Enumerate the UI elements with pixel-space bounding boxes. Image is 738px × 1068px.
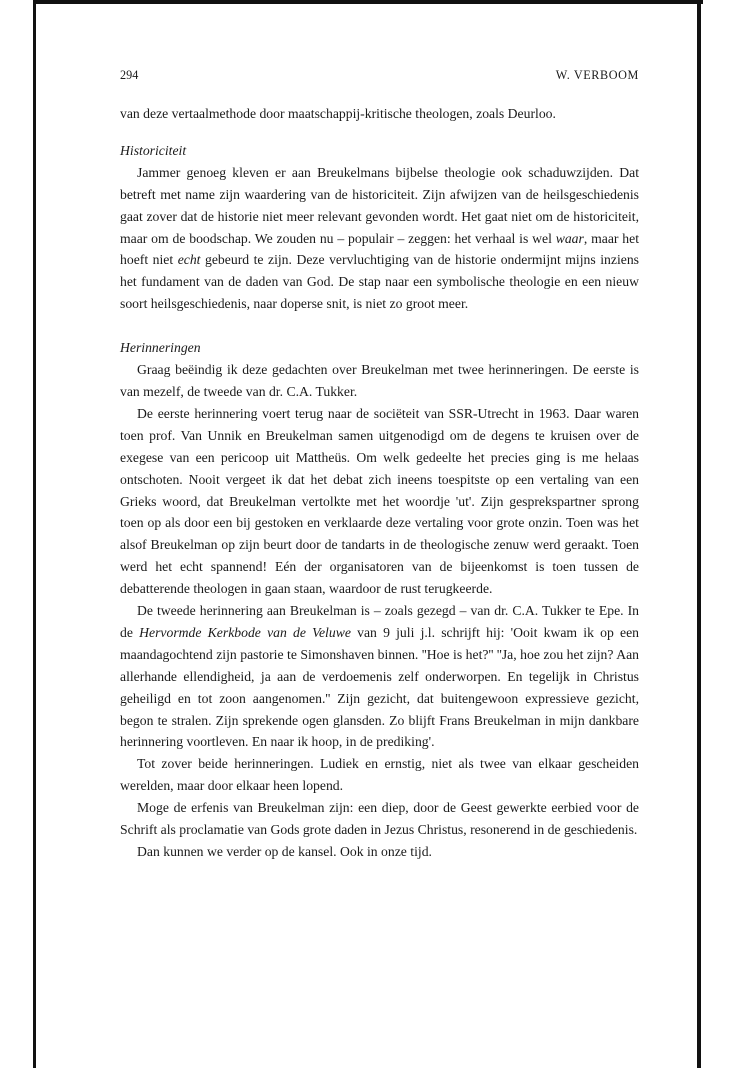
paragraph-conclusion: Tot zover beide herinneringen. Ludiek en ernstig, niet als twee van elkaar gescheiden werelden, maar door elkaar heen lopend. [120,756,639,794]
paragraph-closing: Dan kunnen we verder op de kansel. Ook in onze tijd. [137,844,432,859]
publication-title: Hervormde Kerkbode van de Veluwe [139,624,351,640]
paragraph-legacy: Moge de erfenis van Breukelman zijn: een diep, door de Geest gewerkte eerbied voor de Schrift als proclamatie van Gods grote daden in Jezus Christus, resonerend in de geschiedenis. [120,800,639,838]
emphasis-waar: waar [555,230,584,246]
paragraph-first-memory: De eerste herinnering voert terug naar de sociëteit van SSR-Utrecht in 1963. Daar waren toen prof. Van Unnik en Breukelman samen uitgenodigd om de degens te kruisen over de exegese van een pericoop uit Mattheüs. Om welk gedeelte het precies ging is me helaas ontschoten. Nooit vergeet ik dat het debat zich ineens toespitste op een vertaling van een Grieks woord, dat Breukelman vertolkte met het woordje 'ut'. Zijn gesprekspartner sprong toen op als door een bij gestoken en verklaarde deze vertaling voor grote onzin. Toen was het alsof Breukelman op zijn beurt door de tandarts in de theologische zenuw werd geraakt. Toen werd het echt spannend! Eén der organisatoren van de bijeenkomst is toen tussen de debatterende theologen in gaan staan, waardoor de rust terugkeerde. [120,405,639,597]
text-run: gebeurd te zijn. Deze vervluchtiging van de historie ondermijnt mijns inziens het fundament van de daden van God. De stap naar een symbolische theologie en een nieuw soort heilsgeschiedenis, naar doperse snit, is niet zo groot meer. [120,252,639,312]
section-heading-herinneringen: Herinneringen [120,340,201,356]
text-run: De tweede herinnering aan Breukelman is – zoals gezegd – van dr. C.A. Tukker te Epe. In de [120,603,639,640]
text-run: , maar het hoeft niet [120,230,640,268]
scan-border-top [33,0,703,4]
scan-border-left [33,0,36,1068]
spacer [120,125,639,140]
running-head-author: W. VERBOOM [555,68,639,82]
spacer [120,315,639,337]
scan-border-right [697,0,701,1068]
running-head [120,64,639,86]
text-run: van 9 juli j.l. schrijft hij: 'Ooit kwam ik op een maandagochtend zijn pastorie te Simonshaven binnen. ''Hoe is het?'' ''Ja, hoe zou het zijn? Aan allerhande ellendigheid, ja aan de verdoemenis zelf onderworpen. En tegelijk in Christus geheiligd en tot zoon aangenomen.'' Zijn gezicht, dat buitengewoon expressieve gezicht, begon te stralen. Zijn sprekende ogen glansden. Zo blijft Frans Breukelman in mijn dankbare herinnering voortleven. En naar ik hoop, in de prediking'. [120,624,640,750]
paragraph-intro: Graag beëindig ik deze gedachten over Breukelman met twee herinneringen. De eerste is van mezelf, de tweede van dr. C.A. Tukker. [120,362,639,399]
book-page [120,64,639,863]
page-number: 294 [120,68,139,82]
paragraph-historiciteit [120,162,639,315]
text-run: Jammer genoeg kleven er aan Breukelmans bijbelse theologie ook schaduwzijden. Dat betreft met name zijn waardering van de historiciteit. Zijn afwijzen van de heilsgeschiedenis gaat zover dat de historie niet meer relevant gevonden wordt. Het gaat niet om de historiciteit, maar om de boodschap. We zouden nu – populair – zeggen: het verhaal is wel [120,164,639,246]
section-heading-historiciteit: Historiciteit [120,142,187,158]
paragraph-second-memory [120,600,639,753]
emphasis-echt: echt [177,252,201,268]
opening-line: van deze vertaalmethode door maatschappij-kritische theologen, zoals Deurloo. [120,106,556,121]
